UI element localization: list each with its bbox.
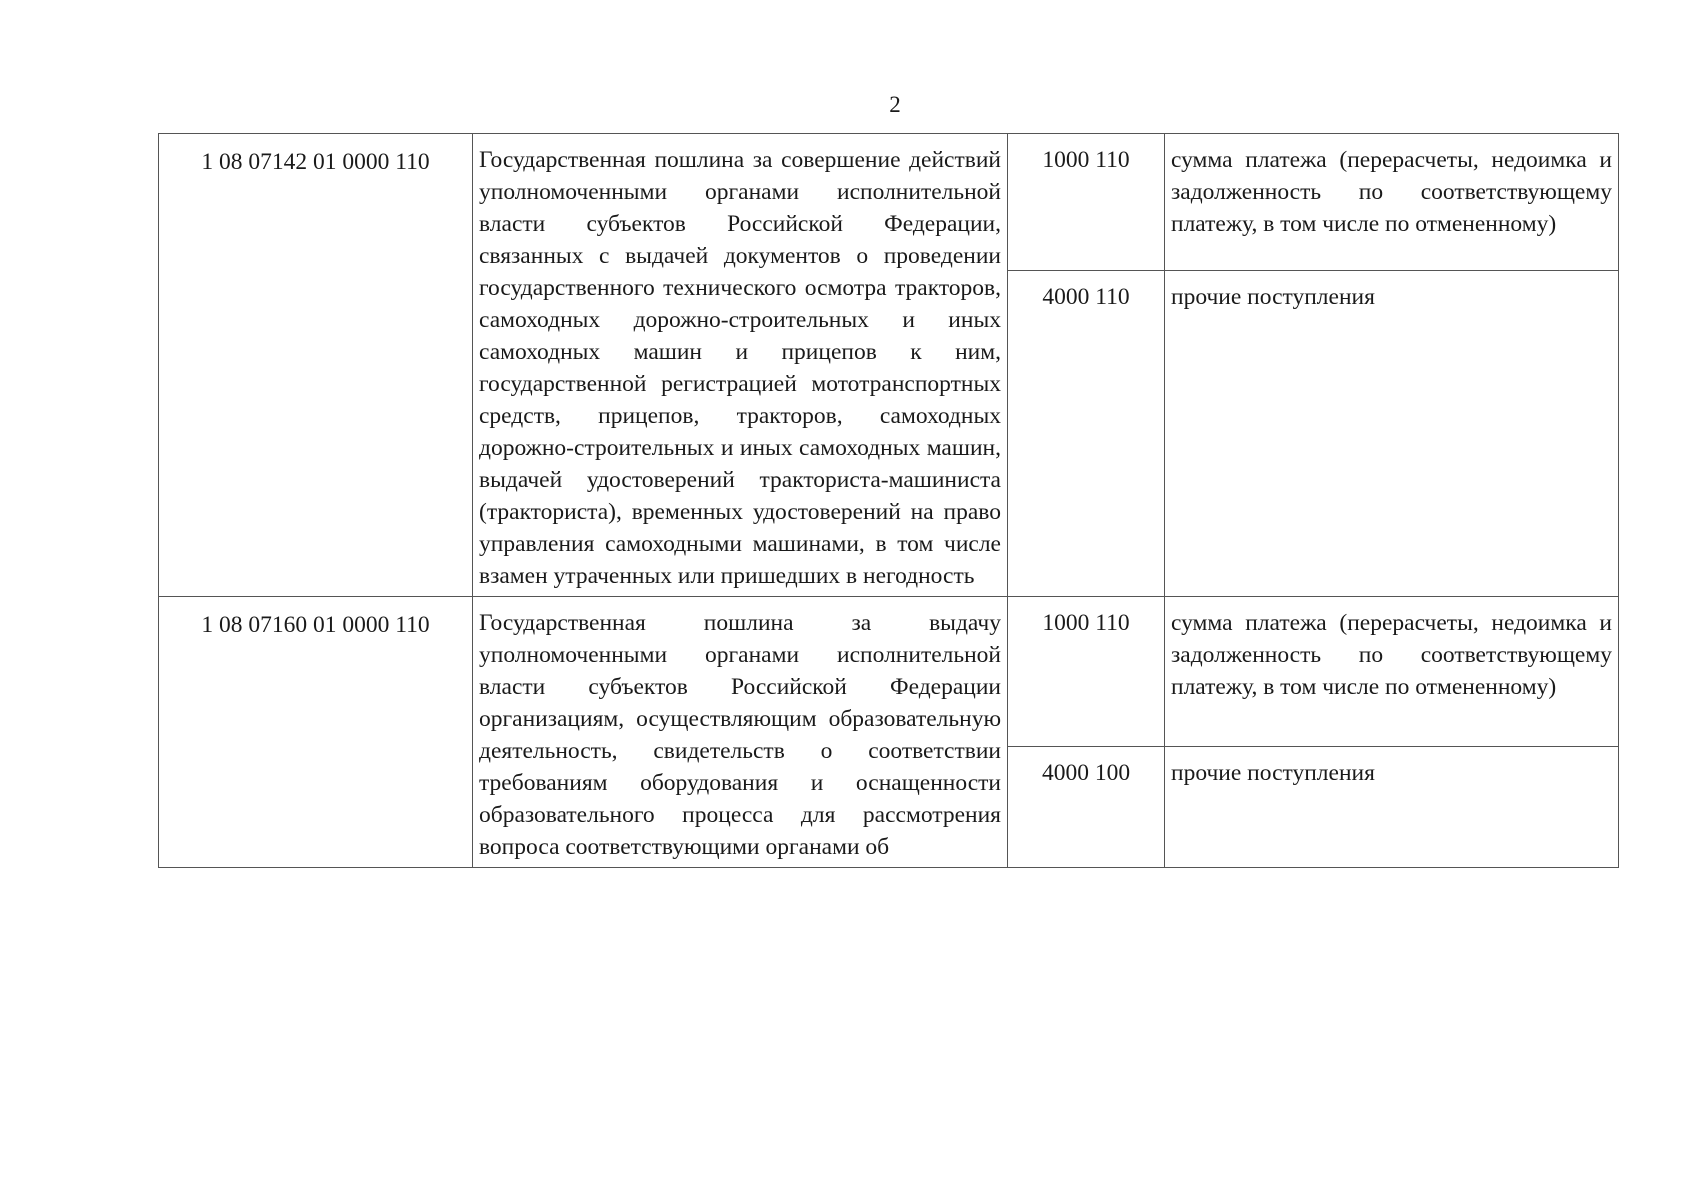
budget-code: 1 08 07160 01 0000 110 [201, 612, 430, 638]
subcode-label: прочие поступления [1171, 760, 1375, 786]
fee-description: Государственная пошлина за совершение действий уполномоченными органами исполнительной власти субъектов Российской Федерации, связанных с выдачей документов о проведении государственного технического осмотра тракторов, самоходных дорожно-строительных и иных самоходных машин и прицепов к ним, государственной регистрацией мототранспортных средств, прицепов, тракторов, самоходных дорожно-строительных и иных самоходных машин, выдачей удостоверений тракториста-машиниста (тракториста), временных удостоверений на право управления самоходными машинами, в том числе взамен утраченных или пришедших в негодность [479, 147, 1001, 589]
subcode-cell [1008, 271, 1165, 597]
subcode-label: сумма платежа (перерасчеты, недоимка и задолженность по соответствующему платежу, в том числе по отмененному) [1171, 610, 1612, 700]
subcode-label-cell [1165, 271, 1619, 597]
budget-code-cell [159, 134, 473, 597]
subcode-cell [1008, 134, 1165, 271]
subcode-label-cell [1165, 597, 1619, 747]
subcode-cell [1008, 747, 1165, 868]
fee-description-cell [473, 597, 1008, 868]
fee-description: Государственная пошлина за выдачу уполномоченными органами исполнительной власти субъектов Российской Федерации организациям, осуществляющим образовательную деятельность, свидетельств о соответствии требованиям оборудования и оснащенности образовательного процесса для рассмотрения вопроса соответствующими органами об [479, 610, 1001, 860]
subcode: 1000 110 [1042, 147, 1130, 173]
table-row [159, 134, 1619, 271]
table-row [159, 597, 1619, 747]
subcode-label: сумма платежа (перерасчеты, недоимка и задолженность по соответствующему платежу, в том числе по отмененному) [1171, 147, 1612, 237]
page-number: 2 [889, 92, 901, 117]
subcode: 4000 100 [1041, 760, 1131, 786]
subcode-label: прочие поступления [1171, 284, 1375, 310]
budget-code: 1 08 07142 01 0000 110 [201, 149, 430, 175]
revenue-code-table [158, 133, 1619, 868]
subcode-label-cell [1165, 134, 1619, 271]
subcode: 1000 110 [1042, 610, 1130, 636]
fee-description-cell [473, 134, 1008, 597]
subcode-cell [1008, 597, 1165, 747]
subcode: 4000 110 [1042, 284, 1130, 310]
subcode-label-cell [1165, 747, 1619, 868]
budget-code-cell [159, 597, 473, 868]
